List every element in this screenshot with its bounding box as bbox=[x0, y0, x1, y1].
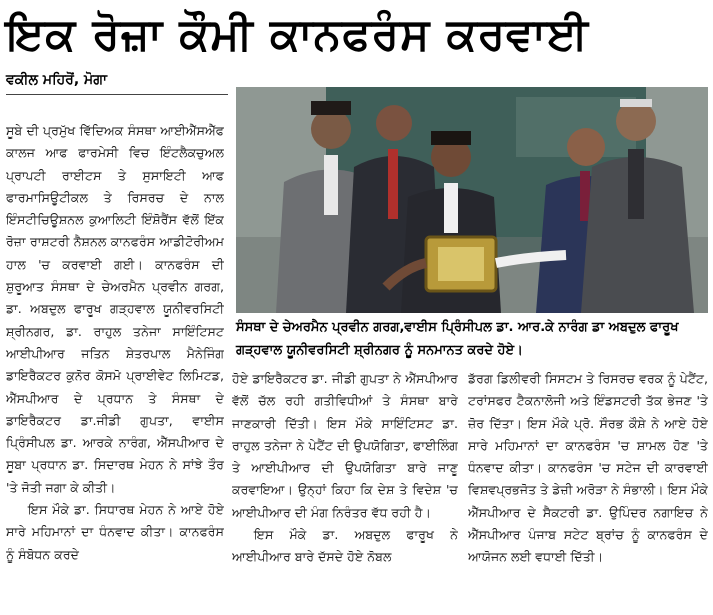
award-plaque bbox=[426, 237, 496, 291]
event-photo bbox=[236, 87, 708, 313]
article-column-2 bbox=[232, 368, 458, 610]
paragraph: ਇਸ ਮੌਕੇ ਡਾ. ਅਬਦੁਲ ਫਾਰੂਖ ਨੇ ਆਈਪੀਆਰ ਬਾਰੇ ਦੱਸਦੇ ਹੋਏ ਨੋਬਲ bbox=[232, 527, 458, 565]
paragraph: ਹੋਏ ਡਾਇਰੈਕਟਰ ਡਾ. ਜੀਡੀ ਗੁਪਤਾ ਨੇ ਐੱਸਪੀਆਰ ਵੱਲੋਂ ਚੱਲ ਰਹੀ ਗਤੀਵਿਧੀਆਂ ਤੇ ਸੰਸਥਾ ਬਾਰੇ ਜਾਣਕਾਰੀ ਦਿੱਤੀ। ਇਸ ਮੌਕੇ ਸਾਇੰਟਿਸਟ ਡਾ. ਰਾਹੁਲ ਤਨੇਜਾ ਨੇ ਪੇਟੈਂਟ ਦੀ ਉਪਯੋਗਿਤਾ, ਫਾਈਲਿੰਗ ਤੇ ਆਈਪੀਆਰ ਦੀ ਉਪਯੋਗਿਤਾ ਬਾਰੇ ਜਾਣੂ ਕਰਵਾਇਆ। ਉਨ੍ਹਾਂ ਕਿਹਾ ਕਿ ਦੇਸ਼ ਤੇ ਵਿਦੇਸ਼ 'ਚ ਆਈਪੀਆਰ ਦੀ ਮੰਗ ਨਿਰੰਤਰ ਵੱਧ ਰਹੀ ਹੈ। bbox=[232, 371, 458, 520]
paragraph: ਇਸ ਮੌਕੇ ਡਾ. ਸਿਧਾਰਥ ਮੇਹਨ ਨੇ ਆਏ ਹੋਏ ਸਾਰੇ ਮਹਿਮਾਨਾਂ ਦਾ ਧੰਨਵਾਦ ਕੀਤਾ। ਕਾਨਫਰੰਸ ਨੂੰ ਸੰਬੋਧਨ ਕਰਦੇ bbox=[6, 502, 224, 562]
byline: ਵਕੀਲ ਮਹਿਰੋਂ, ਮੋਗਾ bbox=[6, 72, 108, 88]
byline-divider bbox=[6, 94, 228, 95]
felicitation-photo bbox=[236, 87, 708, 313]
photo-caption: ਸੰਸਥਾ ਦੇ ਚੇਅਰਮੈਨ ਪ੍ਰਵੀਨ ਗਰਗ,ਵਾਈਸ ਪ੍ਰਿੰਸੀਪਲ ਡਾ. ਆਰ.ਕੇ ਨਾਰੰਗ ਡਾ ਅਬਦੁਲ ਫਾਰੂਖ ਗੜ੍ਹਵਾਲ ਯੂਨੀਵਰਸਿਟੀ ਸ਼੍ਰੀਨਗਰ ਨੂੰ ਸਨਮਾਨਤ ਕਰਦੇ ਹੋਏ। bbox=[236, 320, 679, 358]
paragraph: ਡੱਰਗ ਡਿਲੀਵਰੀ ਸਿਸਟਮ ਤੇ ਰਿਸਰਚ ਵਰਕ ਨੂੰ ਪੇਟੈਂਟ, ਟਰਾਂਸਫਰ ਟੈਕਨਾਲੋਜੀ ਅਤੇ ਇੰਡਸਟਰੀ ਤੱਕ ਭੇਜਣ 'ਤੇ ਜ਼ੋਰ ਦਿੱਤਾ। ਇਸ ਮੌਕੇ ਪ੍ਰੋ. ਸੌਰਭ ਕੌਸ਼ੇ ਨੇ ਆਏ ਹੋਏ ਸਾਰੇ ਮਹਿਮਾਨਾਂ ਦਾ ਕਾਨਫਰੰਸ 'ਚ ਸ਼ਾਮਲ ਹੋਣ 'ਤੇ ਧੰਨਵਾਦ ਕੀਤਾ। ਕਾਨਫਰੰਸ 'ਚ ਸਟੇਜ ਦੀ ਕਾਰਵਾਈ ਵਿਸ਼ਵਪ੍ਰਭਜੋਤ ਤੇ ਡੇਜ਼ੀ ਅਰੋੜਾ ਨੇ ਸੰਭਾਲੀ। ਇਸ ਮੌਕੇ ਐੱਸਪੀਆਰ ਦੇ ਸੈਕਟਰੀ ਡਾ. ਉਪਿੰਦਰ ਨਗਾਇਚ ਨੇ ਐੱਸਪੀਆਰ ਪੰਜਾਬ ਸਟੇਟ ਬ੍ਰਾਂਚ ਨੂੰ ਕਾਨਫਰੰਸ ਦੇ ਆਯੋਜਨ ਲਈ ਵਧਾਈ ਦਿੱਤੀ। bbox=[468, 371, 708, 565]
article-column-3 bbox=[468, 368, 708, 610]
article-column-1 bbox=[6, 120, 224, 610]
paragraph: ਸੂਬੇ ਦੀ ਪ੍ਰਮੁੱਖ ਵਿੱਦਿਅਕ ਸੰਸਥਾ ਆਈਐੱਸਐੱਫ ਕਾਲਜ ਆਫ ਫਾਰਮੇਸੀ ਵਿਚ ਇੰਟਲੈਕਚੁਅਲ ਪ੍ਰਾਪਟੀ ਰਾਈਟਸ ਤੇ ਸੁਸਾਇਟੀ ਆਫ ਫਾਰਮਾਸਿਊਟੀਕਲ ਤੇ ਰਿਸਰਚ ਦੇ ਨਾਲ ਇੰਸਟੀਚਿਊਸ਼ਨਲ ਕੁਆਲਿਟੀ ਇੰਸ਼ੋਰੈਂਸ ਵੱਲੋਂ ਇੱਕ ਰੋਜ਼ਾ ਰਾਸ਼ਟਰੀ ਨੈਸ਼ਨਲ ਕਾਨਫਰੰਸ ਆਡੀਟੋਰੀਅਮ ਹਾਲ 'ਚ ਕਰਵਾਈ ਗਈ। ਕਾਨਫਰੰਸ ਦੀ ਸ਼ੁਰੂਆਤ ਸੰਸਥਾ ਦੇ ਚੇਅਰਮੈਨ ਪ੍ਰਵੀਨ ਗਰਗ, ਡਾ. ਅਬਦੁਲ ਫਾਰੂਖ ਗੜ੍ਹਵਾਲ ਯੂਨੀਵਰਸਿਟੀ ਸ਼੍ਰੀਨਗਰ, ਡਾ. ਰਾਹੁਲ ਤਨੇਜਾ ਸਾਇੰਟਿਸਟ ਆਈਪੀਆਰ ਜਤਿਨ ਸ਼ੇਤਰਪਾਲ ਮੈਨੇਜਿੰਗ ਡਾਇਰੈਕਟਰ ਕੁਨੋਰ ਕੋਸਮੋ ਪ੍ਰਾਈਵੇਟ ਲਿਮਿਟਡ, ਐੱਸਪੀਆਰ ਦੇ ਪ੍ਰਧਾਨ ਤੇ ਸੰਸਥਾ ਦੇ ਡਾਇਰੈਕਟਰ ਡਾ.ਜੀਡੀ ਗੁਪਤਾ, ਵਾਈਸ ਪ੍ਰਿੰਸੀਪਲ ਡਾ. ਆਰਕੇ ਨਾਰੰਗ, ਐੱਸਪੀਆਰ ਦੇ ਸੂਬਾ ਪ੍ਰਧਾਨ ਡਾ. ਸਿਦਾਰਥ ਮੇਹਨ ਨੇ ਸਾਂਝੇ ਤੌਰ 'ਤੇ ਜੋਤੀ ਜਗਾ ਕੇ ਕੀਤੀ। bbox=[6, 123, 224, 495]
headline: ਇਕ ਰੋਜ਼ਾ ਕੌਮੀ ਕਾਨਫਰੰਸ ਕਰਵਾਈ bbox=[6, 9, 589, 60]
